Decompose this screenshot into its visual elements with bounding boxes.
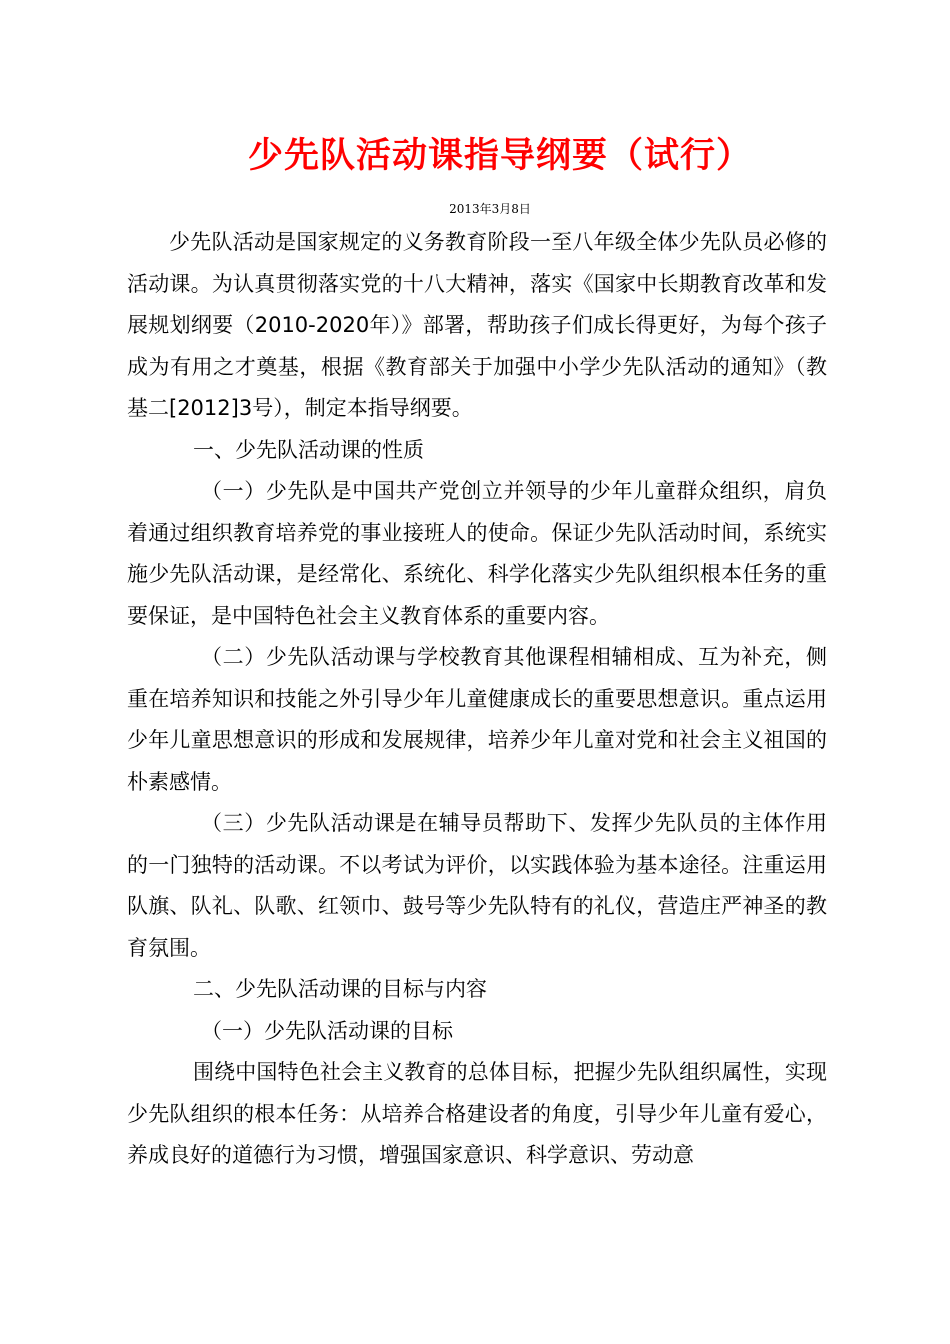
subsection-heading-2-1: （一）少先队活动课的目标 <box>201 1018 453 1043</box>
section-1-paragraph-3: （三）少先队活动课是在辅导员帮助下、发挥少先队员的主体作用的一门独特的活动课。不以考试为评价，以实践体验为基本途径。注重运用队旗、队礼、队歌、红领巾、鼓号等少先队特有的礼仪，营造庄严神圣的教育氛围。 <box>127 811 827 960</box>
intro-paragraph: 少先队活动是国家规定的义务教育阶段一至八年级全体少先队员必修的活动课。为认真贯彻落实党的十八大精神，落实《国家中长期教育改革和发展规划纲要（2010-2020年）》部署，帮助孩子们成长得更好，为每个孩子成为有用之才奠基，根据《教育部关于加强中小学少先队活动的通知》（教基二[2012]3号），制定本指导纲要。 <box>127 230 827 420</box>
section-heading-2: 二、少先队活动课的目标与内容 <box>193 977 487 1001</box>
document-body <box>127 222 827 1177</box>
document-title: 少先队活动课指导纲要（试行） <box>247 135 752 176</box>
section-heading-1: 一、少先队活动课的性质 <box>193 437 424 462</box>
section-2-paragraph-1: 围绕中国特色社会主义教育的总体目标，把握少先队组织属性，实现少先队组织的根本任务：从培养合格建设者的角度，引导少年儿童有爱心，养成良好的道德行为习惯，增强国家意识、科学意识、劳动意 <box>127 1060 827 1167</box>
document-date: 2013年3月8日 <box>449 202 531 216</box>
section-1-paragraph-2: （二）少先队活动课与学校教育其他课程相辅相成、互为补充，侧重在培养知识和技能之外引导少年儿童健康成长的重要思想意识。重点运用少年儿童思想意识的形成和发展规律，培养少年儿童对党和社会主义祖国的朴素感情。 <box>127 645 827 794</box>
section-1-paragraph-1: （一）少先队是中国共产党创立并领导的少年儿童群众组织，肩负着通过组织教育培养党的事业接班人的使命。保证少先队活动时间，系统实施少先队活动课，是经常化、系统化、科学化落实少先队组织根本任务的重要保证，是中国特色社会主义教育体系的重要内容。 <box>127 479 827 628</box>
